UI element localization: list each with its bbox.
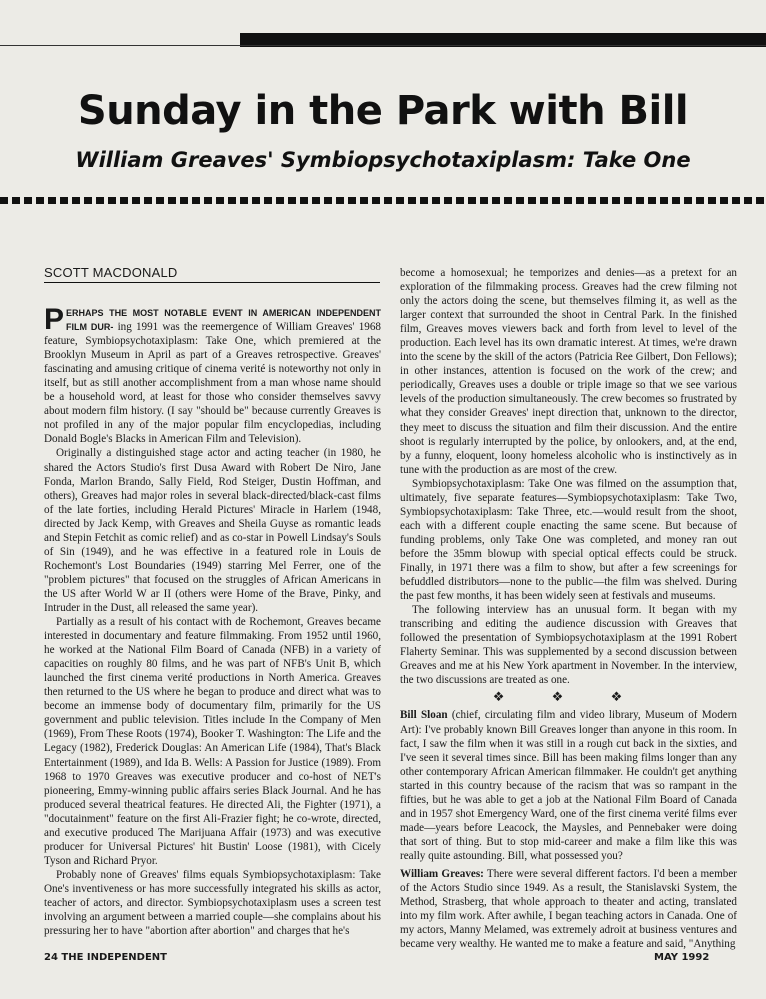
lead-in-caps: ERHAPS THE MOST NOTABLE EVENT IN AMERICAN INDEPENDENT FILM DUR-: [66, 308, 381, 333]
right-column: [400, 266, 737, 951]
paragraph-text: (chief, circulating film and video library, Museum of Modern Art): I've probably known Bill Greaves longer than anyone in this room. In fact, I saw the film when it was still in a rough cut back in the sixties, and I've seen it several times since. Bill has been making films longer than any other contemporary African American filmmaker. He couldn't get anything started in this country because of the racism that was so rampant in the fifties, but he was able to get a job at the National Film Board of Canada and in 1957 shot Emergency Ward, one of the first cinema verité films ever made—years before Leacock, the Maysles, and Pennebaker were doing that sort of thing. But to stop mid-career and make a film like this was really quite astounding. Bill, what possessed you?: [400, 709, 737, 862]
header-rule: [0, 45, 766, 46]
paragraph-text: ing 1991 was the reemergence of William Greaves' 1968 feature, Symbiopsychotaxiplasm: Take One, which premiered at the Brooklyn Museum in April as part of a Greaves retrospective. Greaves' fascinating and amusing critique of cinema verité is noteworthy not only in itself, but as still another accomplishment from a man whose name should be a household word, at least for those who consider themselves savvy about modern film history. (I say "should be" because currently Greaves is not profiled in any of the major popular film encyclopedias, including Donald Bogle's Blacks in American Film and Television).: [44, 321, 381, 446]
interview-paragraph: [400, 867, 737, 951]
interview-paragraph: [400, 708, 737, 863]
page-folio: 24 THE INDEPENDENT: [44, 952, 167, 963]
section-break-ornament: ❖ ❖ ❖: [492, 689, 645, 705]
speaker-name: William Greaves:: [400, 867, 484, 880]
article-subtitle: William Greaves' Symbiopsychotaxiplasm: Take One: [75, 148, 691, 172]
drop-cap: P: [44, 303, 65, 336]
left-column: [44, 303, 381, 938]
article-title: Sunday in the Park with Bill: [77, 88, 689, 134]
paragraph: Partially as a result of his contact with de Rochemont, Greaves became interested in documentary and feature filmmaking. From 1952 until 1960, he worked at the National Film Board of Canada (NFB) in a variety of capacities on roughly 80 films, and he was part of NFB's Unit B, which launched the first cinema verité productions in North America. Greaves then returned to the US where he began to produce and direct what was to become an immense body of documentary film, primarily for the US government and public television. Titles include In the Company of Men (1969), From These Roots (1974), Booker T. Washington: The Life and the Legacy (1982), Frederick Douglas: An American Life (1984), That's Black Entertainment (1989), and Ida B. Wells: A Passion for Justice (1989). From 1968 to 1970 Greaves was executive producer and co-host of NET's pioneering, Emmy-winning public affairs series Black Journal. And he has produced several theatrical features. He directed Ali, the Fighter (1971), a "docutainment" feature on the first Ali-Frazier fight; he co-wrote, directed, and executive produced The Marijuana Affair (1973) and was executive producer for Universal Pictures' hit Bustin' Loose (1981), with Cicely Tyson and Richard Pryor.: [44, 616, 381, 867]
paragraph: [44, 303, 381, 446]
speaker-name: Bill Sloan: [400, 709, 448, 722]
byline: SCOTT MACDONALD: [44, 265, 380, 283]
issue-date: MAY 1992: [654, 952, 710, 963]
paragraph: become a homosexual; he temporizes and denies—as a pretext for an exploration of the filmmaking process. Greaves had the crew filming not only the actors doing the scene, but themselves filming it, as well as the larger context that surrounded the shoot in Central Park. In the finished film, Greaves moves viewers back and forth from level to level of the production. Each level has its own dramatic interest. At times, we're drawn into the scene by the skill of the actors (Patricia Ree Gilbert, Don Fellows); in other instances, attention is focused on the work of the crew; and periodically, Greaves uses a double or triple image so that we see various levels of the production simultaneously. The crew becomes so frustrated by what they consider Greaves' inept direction that, unknown to the director, they meet to discuss the situation and film their discussion. And the entire shoot is regularly interrupted by the police, by onlookers, and, at the end, by a funny, eloquent, loony homeless alcoholic who is instinctively as in tune with the production as are most of the crew.: [400, 267, 737, 476]
paragraph-text: There were several different factors. I'd been a member of the Actors Studio since 1949. As a result, the Stanislavski System, the Method, Strasberg, that whole approach to theater and acting, translated into my film work. After awhile, I began teaching actors in Canada. One of my actors, Manny Melamed, was extremely adroit at business ventures and became very wealthy. He wanted me to make a feature and said, "Anything: [400, 867, 737, 951]
paragraph: The following interview has an unusual form. It began with my transcribing and editing the audience discussion with Greaves that followed the presentation of Symbiopsychotaxiplasm at the 1991 Robert Flaherty Seminar. This was supplemented by a second discussion between Greaves and me at his New York apartment in November. In the interview, the two discussions are treated as one.: [400, 604, 737, 687]
paragraph: Symbiopsychotaxiplasm: Take One was filmed on the assumption that, ultimately, five separate features—Symbiopsychotaxiplasm: Take Two, Symbiopsychotaxiplasm: Take Three, etc.—would result from the shoot, each with a different couple enacting the same scene. But because of funding problems, only Take One was completed, and money ran out before the 35mm blowup with special optical effects could be struck. Finally, in 1971 there was a film to show, but after a few screenings for befuddled distributors—none to the public—the film was shelved. During the past few months, it has been widely seen at festivals and museums.: [400, 477, 737, 603]
paragraph: Originally a distinguished stage actor and acting teacher (in 1980, he shared the Actors Studio's first Dusa Award with Robert De Niro, Jane Fonda, Marlon Brando, Sally Field, Rod Steiger, Dustin Hoffman, and others), Greaves had major roles in several black-directed/black-cast films of the late forties, including Herald Pictures' Miracle in Harlem (1948, directed by Jack Kemp, with Greaves and Sheila Guyse as romantic leads and Stepin Fetchit as comic relief) and as co-star in Powell Lindsay's Souls of Sin (1949), and he was effective in a featured role in Louis de Rochemont's Lost Boundaries (1949) starring Mel Ferrer, one of the "problem pictures" that focused on the struggles of African Americans in the US after World W ar II (others were Home of the Brave, Pinky, and Intruder in the Dust, all released the same year).: [44, 447, 381, 614]
paragraph: Probably none of Greaves' films equals Symbiopsychotaxiplasm: Take One's inventiveness or has more successfully integrated his skills as actor, teacher of actors, and director. Symbiopsychotaxiplasm uses a screen test involving an argument between a married couple—she complains about his pressuring her to have "abortion after abortion" and charges that he's: [44, 868, 381, 938]
dashed-divider: [0, 197, 766, 204]
